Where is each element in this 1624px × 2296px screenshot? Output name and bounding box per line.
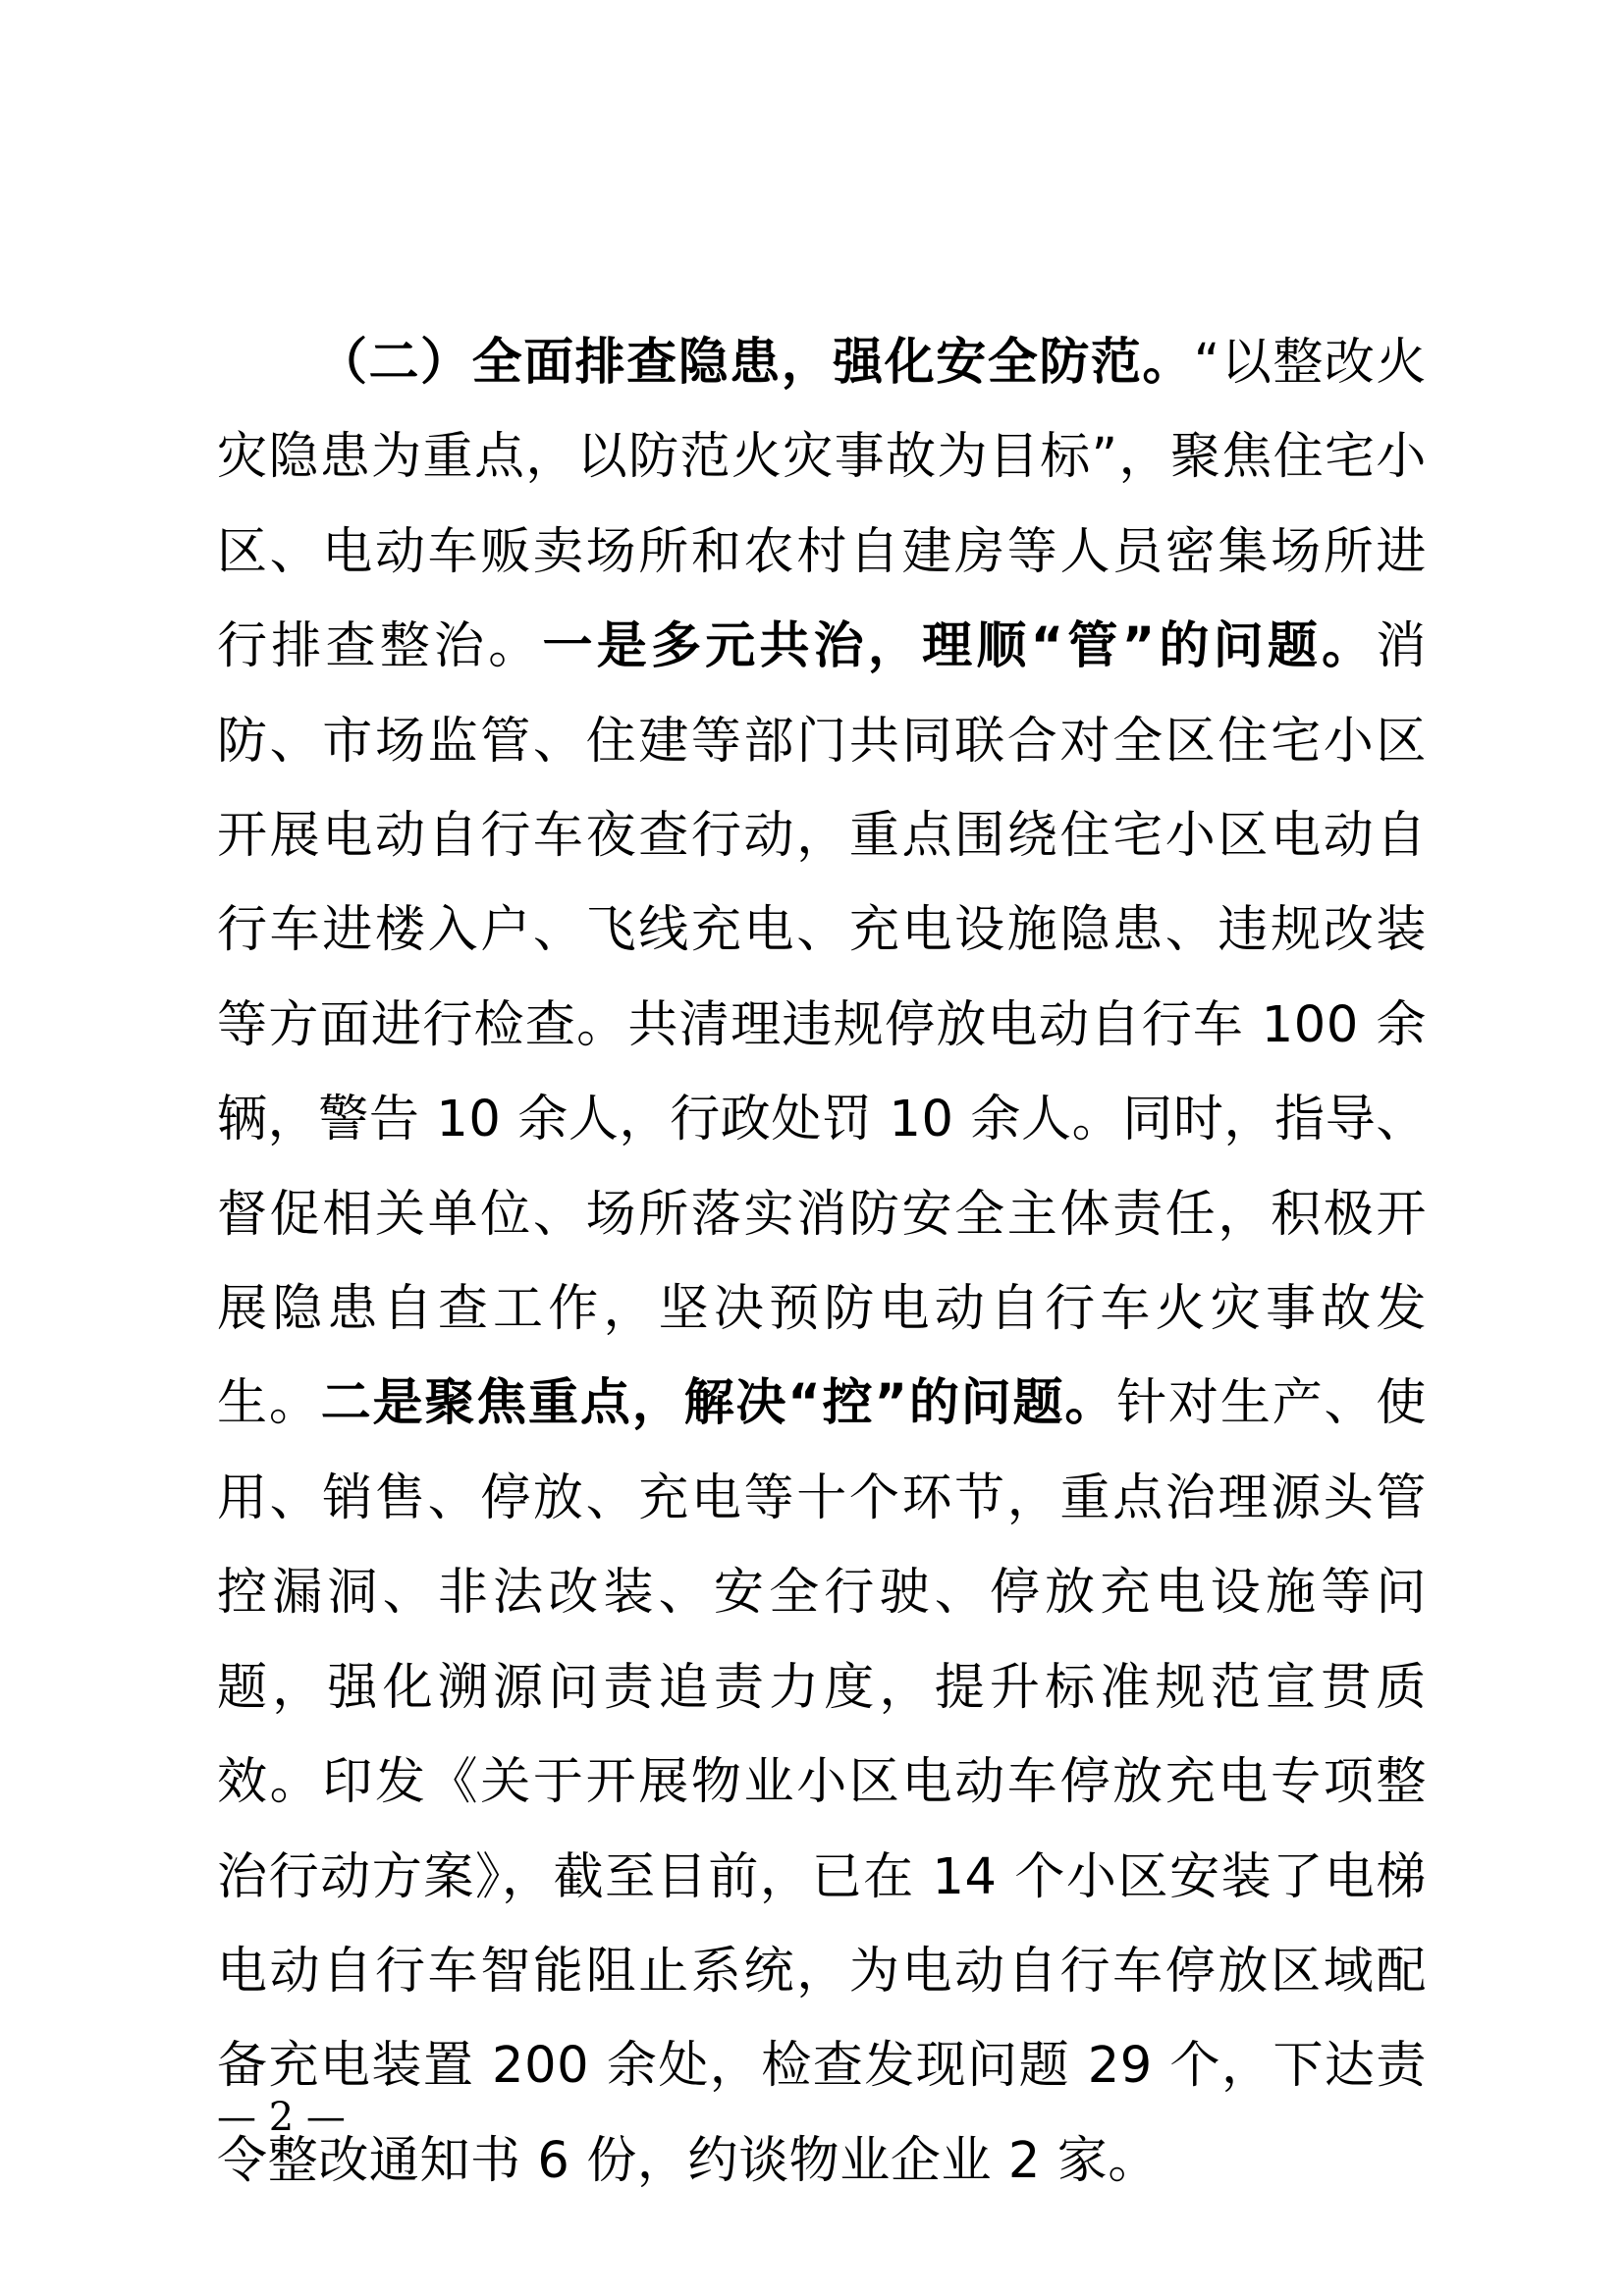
section-heading: （二）全面排查隐患，强化安全防范。 [317, 334, 1194, 392]
paragraph-text-point-1: 消防、市场监管、住建等部门共同联合对全区住宅小区开展电动自行车夜查行动，重点围绕住宅小区电动自行车进楼入户、飞线充电、充电设施隐患、违规改装等方面进行检查。共清理违规停放电动自行车 100 余辆，警告 10 余人，行政处罚 10 余人。同时，指导、督促相关单位、场所落实消防安全主体责任，积极开展隐患自查工作，坚决预防电动自行车火灾事故发生。 [217, 617, 1428, 1433]
paragraph-text-intro: “以整改火灾隐患为重点，以防范火灾事故为目标”，聚焦住宅小区、电动车贩卖场所和农村自建房等人员密集场所进行排查整治。 [217, 334, 1428, 676]
body-paragraph [217, 316, 1427, 2209]
key-point-2: 二是聚焦重点，解决“控”的问题。 [320, 1374, 1117, 1433]
paragraph-text-point-2: 针对生产、使用、销售、停放、充电等十个环节，重点治理源头管控漏洞、非法改装、安全行驶、停放充电设施等问题，强化溯源问责追责力度，提升标准规范宣贯质效。印发《关于开展物业小区电动车停放充电专项整治行动方案》，截至目前，已在 14 个小区安装了电梯电动自行车智能阻止系统，为电动自行车停放区域配备充电装置 200 余处，检查发现问题 29 个，下达责令整改通知书 6 份，约谈物业企业 2 家。 [217, 1374, 1427, 2190]
key-point-1: 一是多元共治，理顺“管”的问题。 [542, 617, 1377, 676]
page-number: — 2 — [217, 2095, 346, 2140]
